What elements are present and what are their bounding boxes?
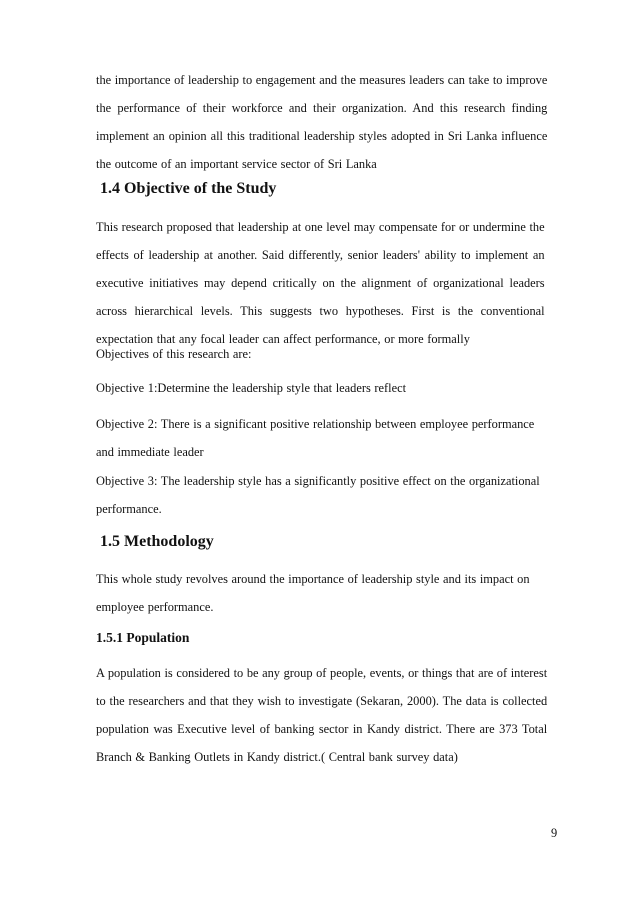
text-line: to the researchers and that they wish to investigate (Sekaran, 2000). The data is collected <box>96 694 548 708</box>
objectives-intro <box>96 340 251 368</box>
section-heading-1-4: 1.4 Objective of the Study <box>100 180 277 197</box>
text-line: A population is considered to be any group of people, events, or things that are of interest <box>96 666 548 680</box>
text-line: This research proposed that leadership at one level may compensate for or undermine the <box>96 220 545 234</box>
text-line: employee performance. <box>96 600 214 614</box>
text-line: the outcome of an important service sector of Sri Lanka <box>96 157 377 171</box>
text-line: executive initiatives may depend critically on the alignment of organizational leaders <box>96 276 545 290</box>
objective-1 <box>96 374 406 402</box>
text-line: implement an opinion all this traditional leadership styles adopted in Sri Lanka influence <box>96 129 548 143</box>
text-line: Objectives of this research are: <box>96 347 252 361</box>
text-line: the performance of their workforce and their organization. And this research finding <box>96 101 548 115</box>
section-heading-1-5: 1.5 Methodology <box>100 533 214 550</box>
text-line: Objective 1:Determine the leadership style that leaders reflect <box>96 381 407 395</box>
population-paragraph <box>96 659 547 771</box>
text-line: Objective 3: The leadership style has a significantly positive effect on the organizational <box>96 474 540 488</box>
text-line: effects of leadership at another. Said differently, senior leaders' ability to implement an <box>96 248 545 262</box>
text-line: Branch & Banking Outlets in Kandy district.( Central bank survey data) <box>96 750 458 764</box>
intro-paragraph <box>96 66 547 178</box>
page-number: 9 <box>551 826 558 840</box>
text-line: Objective 2: There is a significant positive relationship between employee performance <box>96 417 535 431</box>
text-line: This whole study revolves around the importance of leadership style and its impact on <box>96 572 530 586</box>
text-line: population was Executive level of banking sector in Kandy district. There are 373 Total <box>96 722 548 736</box>
methodology-paragraph <box>96 565 530 621</box>
objective-paragraph <box>96 213 545 353</box>
text-line: performance. <box>96 502 162 516</box>
text-line: the importance of leadership to engagement and the measures leaders can take to improve <box>96 73 548 87</box>
section-heading-1-5-1: 1.5.1 Population <box>96 630 190 645</box>
text-line: and immediate leader <box>96 445 204 459</box>
text-line: expectation that any focal leader can affect performance, or more formally <box>96 332 470 346</box>
objective-3 <box>96 467 540 523</box>
text-line: across hierarchical levels. This suggests two hypotheses. First is the conventional <box>96 304 545 318</box>
objective-2 <box>96 410 534 466</box>
